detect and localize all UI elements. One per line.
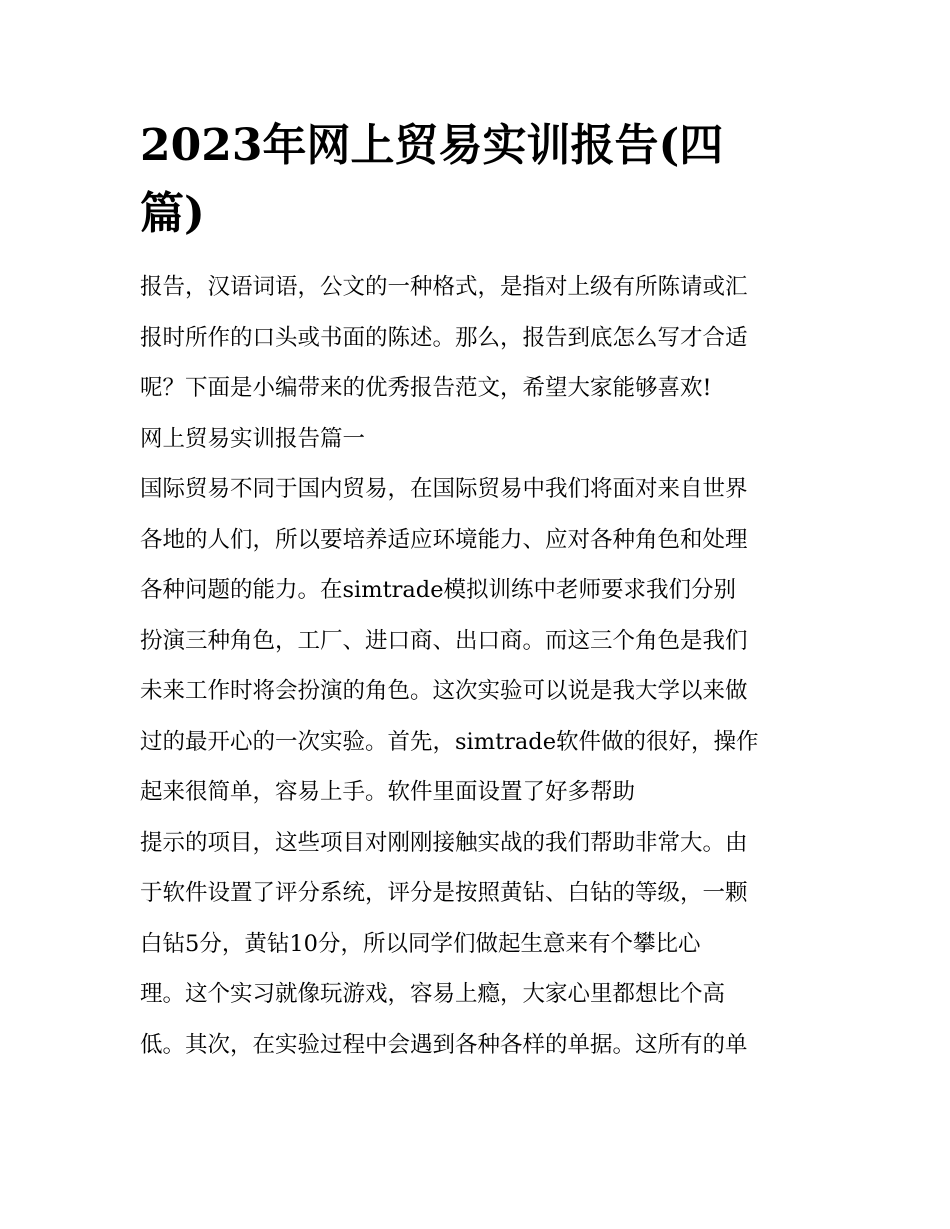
text-line: 各种问题的能力。在simtrade模拟训练中老师要求我们分别 bbox=[140, 577, 737, 603]
text-line: 于软件设置了评分系统，评分是按照黄钻、白钻的等级，一颗 bbox=[140, 880, 748, 906]
text-line: 提示的项目，这些项目对刚刚接触实战的我们帮助非常大。由 bbox=[140, 829, 748, 856]
body-paragraph bbox=[140, 969, 815, 1070]
document-body bbox=[140, 112, 815, 1070]
title-line: 2023年网上贸易实训报告(四 bbox=[140, 120, 724, 171]
text-line: 白钻5分，黄钻10分，所以同学们做起生意来有个攀比心 bbox=[140, 930, 701, 957]
text-line: 报时所作的口头或书面的陈述。那么，报告到底怎么写才合适 bbox=[140, 324, 748, 351]
body-paragraph bbox=[140, 818, 815, 970]
text-line: 呢？下面是小编带来的优秀报告范文，希望大家能够喜欢! bbox=[140, 375, 712, 401]
body-paragraph bbox=[140, 464, 815, 818]
text-line: 扮演三种角色，工厂、进口商、出口商。而这三个角色是我们 bbox=[140, 627, 748, 654]
text-line: 低。其次，在实验过程中会遇到各种各样的单据。这所有的单 bbox=[140, 1031, 748, 1058]
text-line: 国际贸易不同于国内贸易，在国际贸易中我们将面对来自世界 bbox=[140, 476, 748, 502]
text-line: 报告，汉语词语，公文的一种格式，是指对上级有所陈请或汇 bbox=[140, 274, 748, 300]
spacer bbox=[140, 248, 815, 262]
text-line: 理。这个实习就像玩游戏，容易上瘾，大家心里都想比个高 bbox=[140, 981, 726, 1007]
document-title bbox=[140, 112, 815, 248]
text-line: 起来很简单，容易上手。软件里面设置了好多帮助 bbox=[140, 779, 636, 805]
section-heading bbox=[140, 414, 815, 465]
text-line: 未来工作时将会扮演的角色。这次实验可以说是我大学以来做 bbox=[140, 678, 748, 704]
title-line: 篇) bbox=[140, 188, 205, 239]
text-line: 网上贸易实训报告篇一 bbox=[140, 425, 366, 452]
text-line: 过的最开心的一次实验。首先，simtrade软件做的很好，操作 bbox=[140, 728, 759, 755]
intro-paragraph bbox=[140, 262, 815, 414]
text-line: 各地的人们，所以要培养适应环境能力、应对各种角色和处理 bbox=[140, 526, 748, 553]
